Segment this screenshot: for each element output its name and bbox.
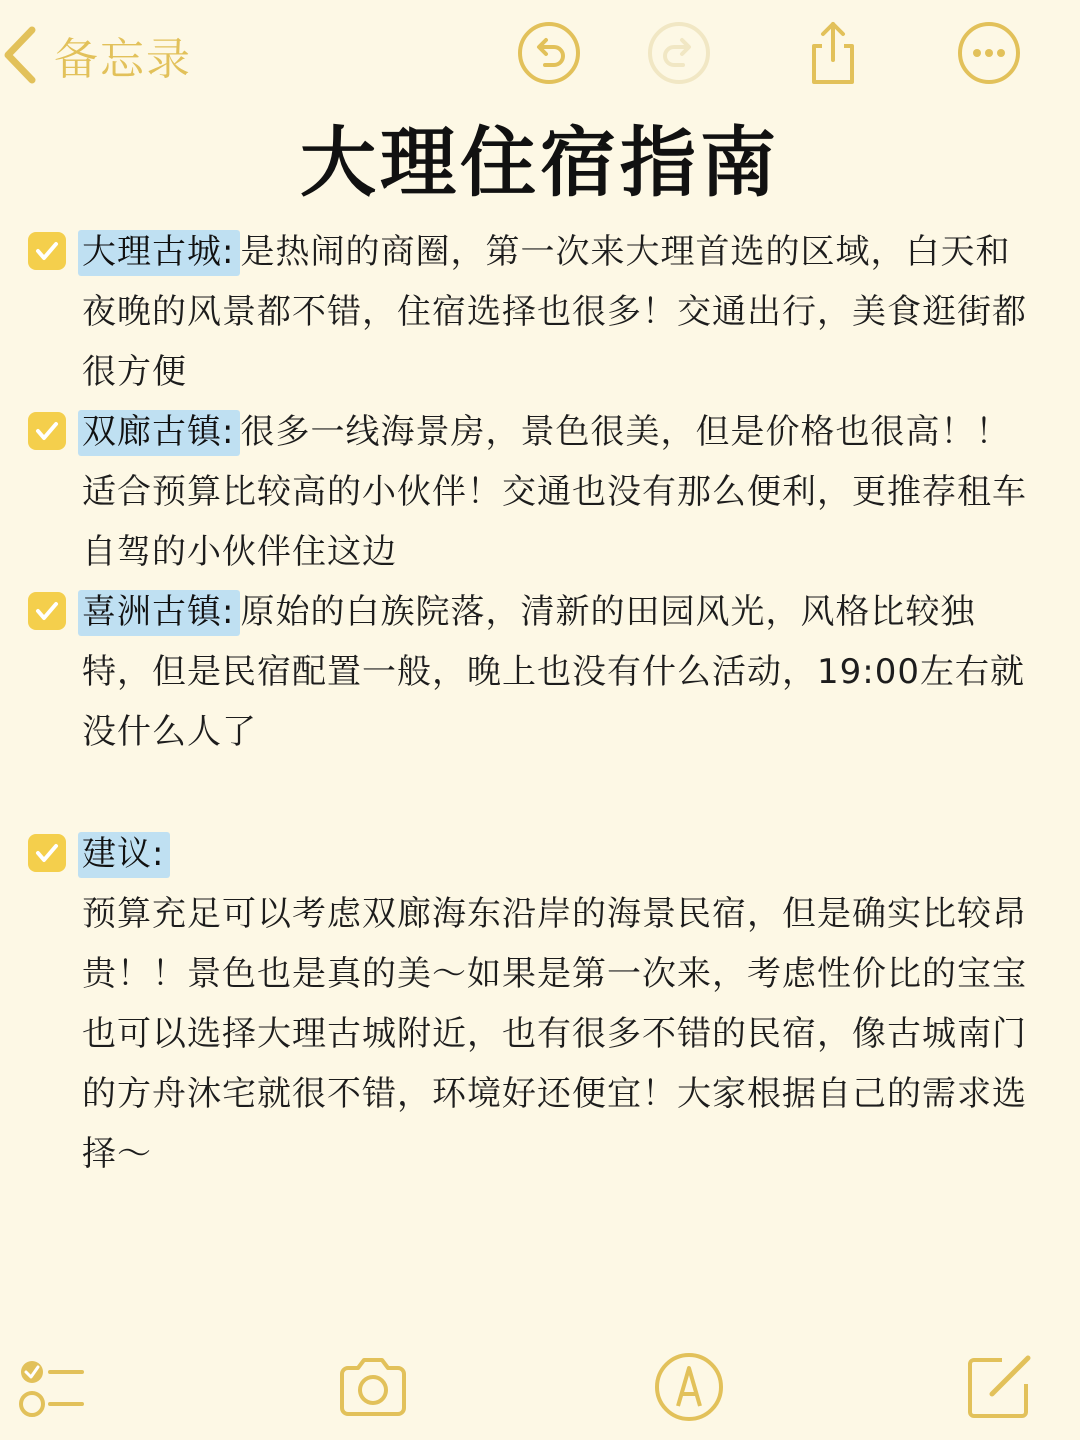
item-label: 喜洲古镇: [78,590,240,636]
compose-icon[interactable] [962,1350,1036,1424]
chevron-left-icon [0,24,40,86]
redo-icon[interactable] [646,20,712,86]
item-text: 原始的白族院落，清新的田园风光，风格比较独特，但是民宿配置一般，晚上也没有什么活动，19:00左右就没什么人了 [82,592,1025,752]
item-label: 双廊古镇: [78,410,240,456]
undo-icon[interactable] [516,20,582,86]
camera-icon[interactable] [336,1350,410,1424]
checklist-item [28,402,1038,582]
note-title: 大理住宿指南 [300,118,780,207]
note-body[interactable] [28,222,1038,1184]
item-text: 很多一线海景房，景色很美，但是价格也很高！！适合预算比较高的小伙伴！交通也没有那么便利，更推荐租车自驾的小伙伴住这边 [82,412,1027,572]
bottom-toolbar [0,1340,1080,1440]
checkbox-checked-icon[interactable] [28,232,66,270]
top-navigation-bar [0,0,1080,110]
item-label: 大理古城: [78,230,240,276]
checklist-item [28,582,1038,762]
checklist-item [28,222,1038,402]
back-label: 备忘录 [54,34,192,85]
checkbox-checked-icon[interactable] [28,592,66,630]
advice-label: 建议: [78,832,170,878]
more-icon[interactable] [956,20,1022,86]
checkbox-checked-icon[interactable] [28,412,66,450]
advice-text: 预算充足可以考虑双廊海东沿岸的海景民宿，但是确实比较昂贵！！景色也是真的美～如果是第一次来，考虑性价比的宝宝也可以选择大理古城附近，也有很多不错的民宿，像古城南门的方舟沐宅就很不错，环境好还便宜！大家根据自己的需求选择～ [82,894,1027,1174]
checkbox-checked-icon[interactable] [28,834,66,872]
checklist-icon[interactable] [12,1350,86,1424]
share-icon[interactable] [800,20,866,86]
spacer [28,762,1038,824]
advice-heading [28,824,1038,884]
item-text: 是热闹的商圈，第一次来大理首选的区域，白天和夜晚的风景都不错，住宿选择也很多！交通出行，美食逛街都很方便 [82,232,1027,392]
markup-pen-icon[interactable] [652,1350,726,1424]
back-button[interactable] [0,20,192,90]
